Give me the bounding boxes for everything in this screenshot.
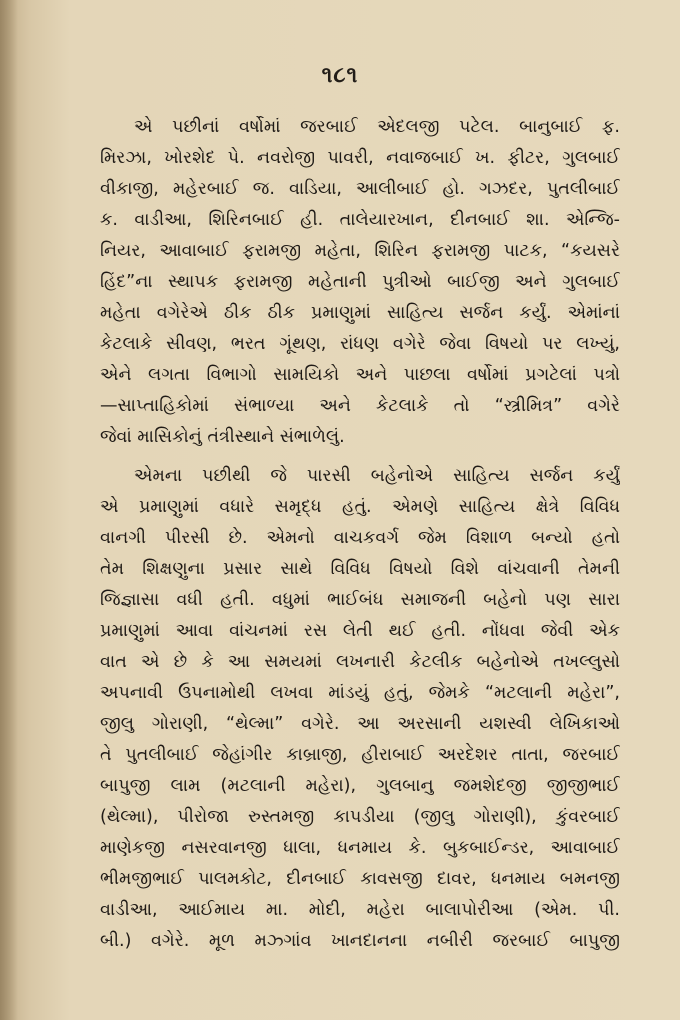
body-text [100,112,620,957]
text-line: વાનગી પીરસી છે. એમનો વાચકવર્ગ જેમ વિશાળ બન્યો હતો [100,528,620,548]
text-line: પ્રમાણુમાં આવા વાંચનમાં રસ લેતી થઈ હતી. નોંધવા જેવી એક [100,621,620,641]
text-line: અપનાવી ઉપનામોથી લખવા માંડયું હતું, જેમકે “મટલાની મહેરા”, [100,683,620,703]
paragraph-2 [100,461,620,957]
text-line: —સાપ્તાહિકોમાં સંભાળ્યા અને કેટલાકે તો “સ્ત્રીમિત્ર” વગેરે [100,396,620,416]
text-line: વીકાજી, મહેરબાઈ જ. વાડિયા, આલીબાઈ હો. ગઝદર, પુતલીબાઈ [100,179,620,199]
text-line: જેવાં માસિકોનું તંત્રીસ્થાને સંભાળેલું. [100,427,345,447]
text-line: એ પ્રમાણુમાં વધારે સમૃદ્ધ હતું. એમણે સાહિત્ય ક્ષેત્રે વિવિધ [100,497,620,517]
page-number: ૧૮૧ [321,62,359,88]
text-line: નિયર, આવાબાઈ ફરામજી મહેતા, શિરિન ફરામજી પાટક, “કયસરે [100,241,620,261]
text-line: તે પુતલીબાઈ જેહાંગીર કાબ્રાજી, હીરાબાઈ અરદેશર તાતા, જરબાઈ [100,745,620,765]
text-line: (થેલ્મા), પીરોજા રુસ્તમજી કાપડીયા (જીલુ ગોરાણી), કુંવરબાઈ [100,807,620,827]
text-line: ભીમજીભાઈ પાલમકોટ, દીનબાઈ કાવસજી દાવર, ધનમાય બમનજી [100,869,620,889]
paragraph-gap [100,453,620,461]
text-line: વાત એ છે કે આ સમયમાં લખનારી કેટલીક બહેનોએ તખલ્લુસો [100,652,620,672]
text-line: બી.) વગેરે. મૂળ મઝ્ગાંવ ખાનદાનના નબીરી જરબાઈ બાપુજી [100,931,620,951]
text-line: કેટલાકે સીવણ, ભરત ગૂંથણ, રાંધણ વગેરે જેવા વિષયો પર લખ્યું, [100,334,620,354]
text-line: હિંદ”ના સ્થાપક ફરામજી મહેતાની પુત્રીઓ બાઈજી અને ગુલબાઈ [100,272,620,292]
text-line: જીલુ ગોરાણી, “થેલ્મા” વગેરે. આ અરસાની યશસ્વી લેખિકાઓ [100,714,620,734]
text-line: બાપુજી લામ (મટલાની મહેરા), ગુલબાનુ જમશેદજી જીજીભાઈ [100,776,620,796]
text-line: મહેતા વગેરેએ ઠીક ઠીક પ્રમાણુમાં સાહિત્ય સર્જન કર્યું. એમાંનાં [100,303,620,323]
text-line: એ પછીનાં વર્ષોમાં જરબાઈ એદલજી પટેલ. બાનુબાઈ ફ. [134,117,620,137]
text-line: વાડીઆ, આઈમાય મા. મોદી, મહેરા બાલાપોરીઆ (એમ. પી. [100,900,620,920]
text-line: એમના પછીથી જે પારસી બહેનોએ સાહિત્ય સર્જન કર્યું [134,466,620,486]
text-line: તેમ શિક્ષણુના પ્રસાર સાથે વિવિધ વિષયો વિશે વાંચવાની તેમની [100,559,620,579]
text-line: એને લગતા વિભાગો સામયિકો અને પાછલા વર્ષોમાં પ્રગટેલાં પત્રો [100,365,620,385]
binding-shadow [0,0,18,1020]
paragraph-1 [100,112,620,453]
text-line: મિરઝા, ખોરશેદ પે. નવરોજી પાવરી, નવાજબાઈ ખ. ફીટર, ગુલબાઈ [100,148,620,168]
text-line: માણેકજી નસરવાનજી ધાલા, ધનમાય કે. બુકબાઈન્ડર, આવાબાઈ [100,838,620,858]
text-line: ક. વાડીઆ, શિરિનબાઈ હી. તાલેયારખાન, દીનબાઈ શા. એન્જિ- [100,210,620,230]
text-line: જિજ્ઞાસા વધી હતી. વધુમાં ભાઈબંધ સમાજની બહેનો પણ સારા [100,590,620,610]
